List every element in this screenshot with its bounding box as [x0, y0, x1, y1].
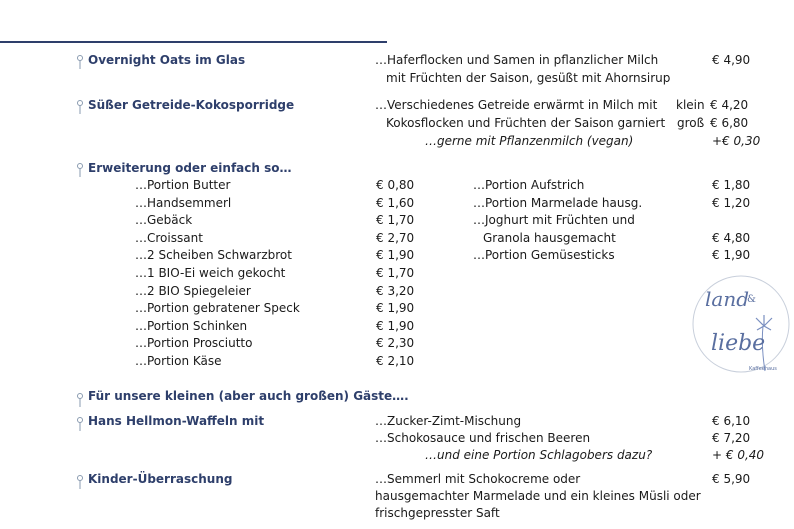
- extra-item-price: € 1,20: [712, 195, 751, 210]
- logo-subtitle: Kaffeehaus: [749, 366, 777, 372]
- extra-item-name: …2 Scheiben Schwarzbrot: [135, 248, 292, 263]
- extra-item-price: € 1,90: [376, 248, 415, 263]
- item-desc: …Semmerl mit Schokocreme oder: [375, 472, 581, 486]
- sprig-icon: [76, 99, 84, 115]
- extra-item-name: …Portion Prosciutto: [135, 336, 253, 351]
- section-title-waffles: Hans Hellmon-Waffeln mit: [88, 414, 265, 428]
- section-title-porridge: Süßer Getreide-Kokosporridge: [88, 98, 295, 112]
- extra-item-price: € 1,70: [376, 213, 415, 228]
- sprig-icon: [76, 54, 84, 70]
- item-price: € 7,20: [712, 431, 751, 445]
- sprig-icon: [76, 392, 84, 408]
- extra-item-name: …2 BIO Spiegeleier: [135, 283, 251, 298]
- extra-item-price: € 3,20: [376, 283, 415, 298]
- section-title-overnight-oats: Overnight Oats im Glas: [88, 53, 246, 67]
- size-label: klein: [676, 98, 705, 112]
- size-label: groß: [677, 116, 705, 130]
- item-desc: …Zucker-Zimt-Mischung: [375, 414, 522, 428]
- logo-ampersand: &: [747, 294, 756, 305]
- sprig-icon: [76, 474, 84, 490]
- item-note: …gerne mit Pflanzenmilch (vegan): [425, 134, 634, 148]
- item-price: € 6,10: [712, 414, 751, 428]
- extra-item-name: …Portion Marmelade hausg.: [473, 195, 643, 210]
- land-liebe-logo: [691, 266, 791, 384]
- extra-item-name: …Joghurt mit Früchten und: [473, 213, 635, 228]
- extra-item-price: € 1,70: [376, 266, 415, 280]
- extra-item-price: € 1,90: [376, 301, 415, 316]
- extra-item-price: € 1,80: [712, 178, 751, 192]
- extra-item-name: …Portion Schinken: [135, 318, 248, 333]
- extra-item-price: € 2,70: [376, 230, 415, 245]
- section-title-extras: Erweiterung oder einfach so…: [88, 161, 292, 175]
- note-price: +€ 0,30: [712, 134, 761, 148]
- item-desc: frischgepresster Saft: [375, 506, 500, 520]
- top-rule: [0, 41, 387, 43]
- item-price: € 4,90: [712, 53, 751, 67]
- item-desc: …Schokosauce und frischen Beeren: [375, 431, 591, 445]
- item-price: € 4,20: [710, 98, 749, 112]
- item-desc: hausgemachter Marmelade und ein kleines Müsli oder: [375, 489, 701, 503]
- section-title-kinder: Kinder-Überraschung: [88, 472, 233, 486]
- logo-text-land: land: [705, 287, 750, 311]
- item-price: € 6,80: [710, 116, 749, 130]
- item-desc: Kokosflocken und Früchten der Saison garniert: [386, 116, 666, 130]
- note-price: + € 0,40: [712, 448, 765, 462]
- item-desc: …Verschiedenes Getreide erwärmt in Milch mit: [375, 98, 658, 112]
- sprig-icon: [76, 416, 84, 432]
- sprig-icon: [76, 162, 84, 178]
- extra-item-name: …1 BIO-Ei weich gekocht: [135, 266, 286, 280]
- extra-item-price: € 1,60: [376, 195, 415, 210]
- extra-item-name: Granola hausgemacht: [483, 230, 616, 245]
- extra-item-price: € 2,10: [376, 354, 415, 368]
- extra-item-name: …Croissant: [135, 230, 203, 245]
- item-desc: mit Früchten der Saison, gesüßt mit Ahornsirup: [386, 71, 671, 85]
- extra-item-name: …Gebäck: [135, 213, 193, 228]
- extra-item-price: € 1,90: [376, 318, 415, 333]
- extra-item-price: € 2,30: [376, 336, 415, 351]
- item-desc: …Haferflocken und Samen in pflanzlicher Milch: [375, 53, 659, 67]
- extra-item-name: …Portion Käse: [135, 354, 222, 368]
- extra-item-name: …Portion Butter: [135, 178, 231, 192]
- extra-item-price: € 1,90: [712, 248, 751, 263]
- extra-item-name: …Portion Gemüsesticks: [473, 248, 615, 263]
- section-title-kids: Für unsere kleinen (aber auch großen) Gäste….: [88, 389, 409, 403]
- logo-text-liebe: liebe: [711, 331, 766, 356]
- extra-item-price: € 0,80: [376, 178, 415, 192]
- extra-item-name: …Handsemmerl: [135, 195, 232, 210]
- extra-item-name: …Portion gebratener Speck: [135, 301, 300, 316]
- item-price: € 5,90: [712, 472, 751, 486]
- extra-item-name: …Portion Aufstrich: [473, 178, 585, 192]
- item-note: …und eine Portion Schlagobers dazu?: [425, 448, 653, 462]
- extra-item-price: € 4,80: [712, 230, 751, 245]
